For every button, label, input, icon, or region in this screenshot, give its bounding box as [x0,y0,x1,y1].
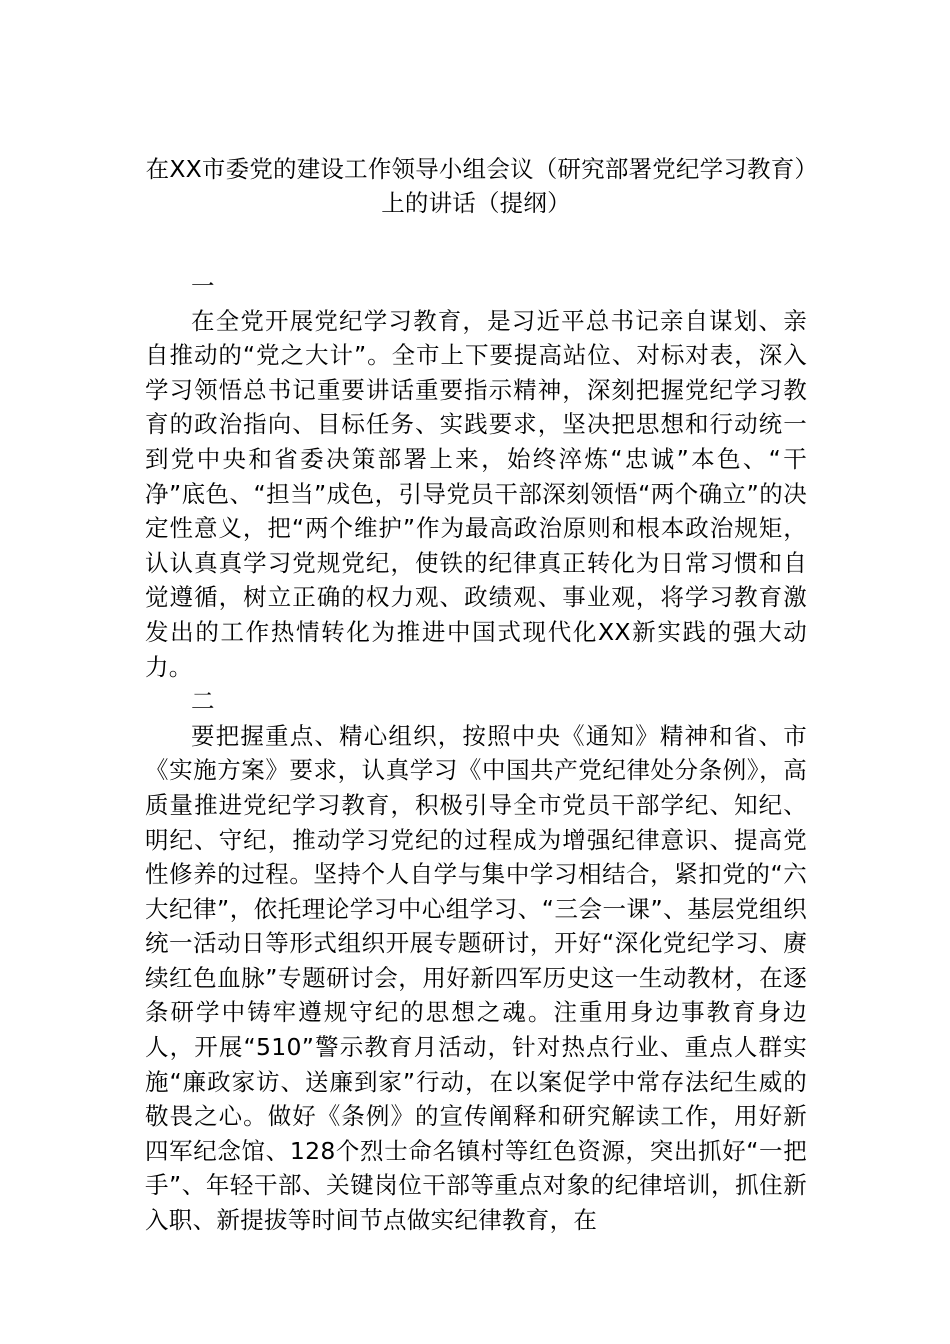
section-paragraph-1: 在全党开展党纪学习教育，是习近平总书记亲自谋划、亲自推动的“党之大计”。全市上下要提高站位、对标对表，深入学习领悟总书记重要讲话重要指示精神，深刻把握党纪学习教育的政治指向、目标任务、实践要求，坚决把思想和行动统一到党中央和省委决策部署上来，始终淬炼“忠诚”本色、“干净”底色、“担当”成色，引导党员干部深刻领悟“两个确立”的决定性意义，把“两个维护”作为最高政治原则和根本政治规矩，认认真真学习党规党纪，使铁的纪律真正转化为日常习惯和自觉遵循，树立正确的权力观、政绩观、事业观，将学习教育激发出的工作热情转化为推进中国式现代化XX新实践的强大动力。 [145,306,807,681]
section-number-2: 二 [191,687,215,716]
document-body [145,152,807,1238]
document-title: 在XX市委党的建设工作领导小组会议（研究部署党纪学习教育）上的讲话（提纲） [145,155,807,217]
title-spacing [145,220,807,269]
section-paragraph-2: 要把握重点、精心组织，按照中央《通知》精神和省、市《实施方案》要求，认真学习《中国共产党纪律处分条例》，高质量推进党纪学习教育，积极引导全市党员干部学纪、知纪、明纪、守纪，推动学习党纪的过程成为增强纪律意识、提高党性修养的过程。坚持个人自学与集中学习相结合，紧扣党的“六大纪律”，依托理论学习中心组学习、“三会一课”、基层党组织统一活动日等形式组织开展专题研讨，开好“深化党纪学习、赓续红色血脉”专题研讨会，用好新四军历史这一生动教材，在逐条研学中铸牢遵规守纪的思想之魂。注重用身边事教育身边人，开展“510”警示教育月活动，针对热点行业、重点人群实施“廉政家访、送廉到家”行动，在以案促学中常存法纪生威的敬畏之心。做好《条例》的宣传阐释和研究解读工作，用好新四军纪念馆、128个烈士命名镇村等红色资源，突出抓好“一把手”、年轻干部、关键岗位干部等重点对象的纪律培训，抓住新入职、新提拔等时间节点做实纪律教育，在 [145,721,807,1235]
section-number-1: 一 [191,272,215,300]
